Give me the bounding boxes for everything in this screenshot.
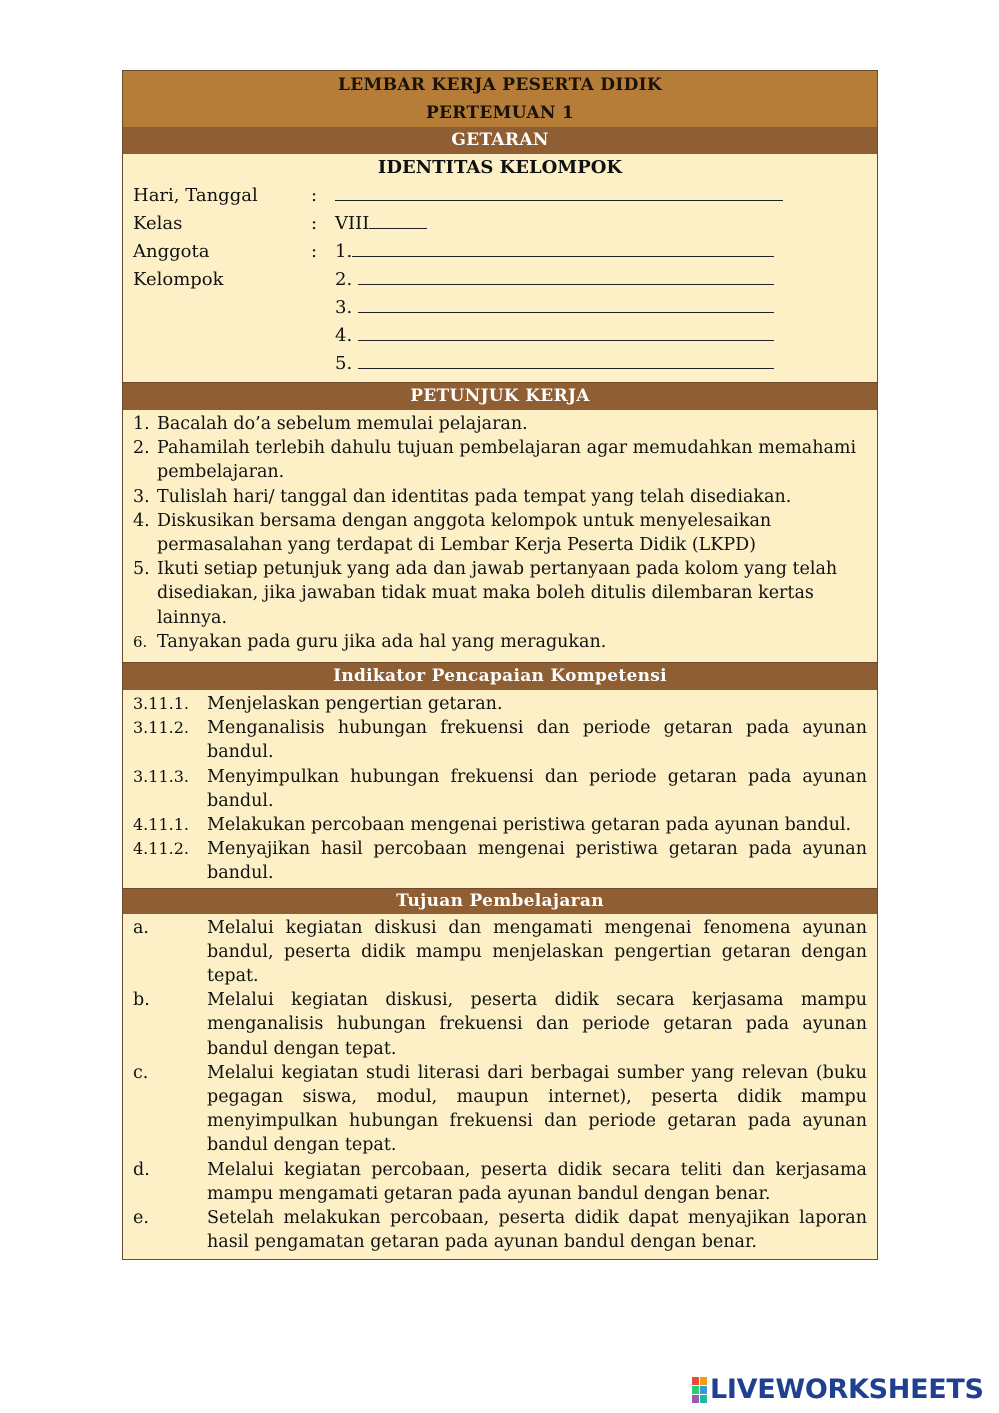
date-label: Hari, Tanggal [133,185,258,206]
indicator-text: Menjelaskan pengertian getaran. [207,694,503,715]
colon [311,266,335,294]
item-text: Pahamilah terlebih dahulu tujuan pembelajaran agar memudahkan memahami pembelajaran. [157,438,857,483]
member-2-input-line[interactable] [358,266,774,285]
item-number: 6. [133,632,148,651]
member-number: 5. [335,353,358,374]
identity-row-member-5 [123,350,877,378]
item-number: 4. [133,510,150,531]
objective-text: Melalui kegiatan diskusi, peserta didik secara kerjasama mampu menganalisis hubungan frekuensi dan periode getaran pada ayunan bandul dengan tepat. [207,990,867,1059]
empty-label [133,350,311,378]
indicator-text: Menganalisis hubungan frekuensi dan periode getaran pada ayunan bandul. [207,718,867,763]
colon: : [311,185,318,206]
logo-square [700,1386,707,1394]
indicator-code: 4.11.1. [133,815,189,835]
indicator-row [133,716,867,764]
identity-row-class [123,210,877,238]
identity-row-member-1 [123,238,877,266]
date-input-line[interactable] [335,182,783,201]
objective-letter: e. [133,1208,149,1229]
instructions-header: PETUNJUK KERJA [123,382,877,410]
objective-text: Melalui kegiatan percobaan, peserta didik secara teliti dan kerjasama mampu mengamati getaran pada ayunan bandul dengan benar. [207,1159,867,1204]
objective-letter: c. [133,1062,149,1083]
list-item [133,630,867,654]
objective-letter: a. [133,917,149,938]
member-3-input-line[interactable] [358,294,774,313]
colon: : [311,213,318,234]
indicator-code: 3.11.1. [133,694,189,714]
identity-row-date [123,182,877,210]
objectives-header: Tujuan Pembelajaran [123,888,877,914]
group-identity-section [123,154,877,382]
indicator-text: Menyimpulkan hubungan frekuensi dan periode getaran pada ayunan bandul. [207,766,867,811]
indicator-code: 3.11.2. [133,718,189,738]
logo-square [692,1386,699,1394]
instructions-section [123,410,877,662]
instructions-list [133,412,867,654]
item-text: Tulislah hari/ tanggal dan identitas pada tempat yang telah disediakan. [157,486,792,507]
objective-row [133,1158,867,1206]
member-5-input-line[interactable] [358,350,774,369]
list-item [133,509,867,557]
class-label: Kelas [133,213,183,234]
item-number: 1. [133,414,150,434]
indicator-text: Menyajikan hasil percobaan mengenai peristiwa getaran pada ayunan bandul. [207,839,867,884]
list-item [133,485,867,509]
objectives-section [123,914,877,1259]
identity-row-member-4 [123,322,877,350]
objective-row [133,916,867,989]
item-number: 5. [133,559,150,580]
objective-letter: d. [133,1159,150,1180]
identity-row-member-2 [123,266,877,294]
member-number: 4. [335,325,358,346]
objective-row [133,1206,867,1254]
empty-label [133,294,311,322]
indicator-code: 3.11.3. [133,766,189,786]
objective-text: Setelah melakukan percobaan, peserta didik dapat menyajikan laporan hasil pengamatan getaran pada ayunan bandul dengan benar. [207,1208,867,1253]
meeting-label: PERTEMUAN 1 [425,103,575,123]
logo-square [692,1395,699,1403]
list-item [133,436,867,484]
indicator-text: Melakukan percobaan mengenai peristiwa getaran pada ayunan bandul. [207,815,852,836]
objective-row [133,1061,867,1158]
group-label: Kelompok [133,269,224,290]
item-number: 2. [133,438,150,459]
indicator-row [133,813,867,837]
empty-colon [311,322,335,350]
objective-text: Melalui kegiatan diskusi dan mengamati mengenai fenomena ayunan bandul, peserta didik mampu menjelaskan pengertian getaran dengan tepat. [207,917,867,987]
item-text: Bacalah do’a sebelum memulai pelajaran. [157,414,528,434]
member-number: 1. [335,241,353,262]
empty-label [133,322,311,350]
worksheet [122,70,878,1260]
objective-text: Melalui kegiatan studi literasi dari berbagai sumber yang relevan (buku pegagan siswa, modul, maupun internet), peserta didik mampu menyimpulkan hubungan frekuensi dan periode getaran pada ayunan bandul dengan tepat. [207,1062,867,1156]
indicators-section [123,690,877,888]
empty-colon [311,294,335,322]
indicators-header: Indikator Pencapaian Kompetensi [123,662,877,690]
item-text: Ikuti setiap petunjuk yang ada dan jawab pertanyaan pada kolom yang telah disediakan, jika jawaban tidak muat maka boleh ditulis dilembaran kertas lainnya. [157,559,838,628]
members-label: Anggota [133,241,210,262]
list-item [133,557,867,630]
item-number: 3. [133,486,150,507]
logo-square [700,1395,707,1403]
empty-colon [311,350,335,378]
member-4-input-line[interactable] [358,322,774,341]
objective-row [133,988,867,1061]
class-input-line[interactable] [369,210,427,229]
indicator-row [133,692,867,716]
objective-letter: b. [133,990,150,1011]
class-prefix: VIII [335,213,370,234]
indicator-row [133,765,867,813]
liveworksheets-logo[interactable] [692,1374,984,1405]
logo-square [700,1377,707,1385]
logo-square [692,1377,699,1385]
worksheet-title: LEMBAR KERJA PESERTA DIDIK [338,75,662,95]
member-number: 2. [335,269,358,290]
item-text: Tanyakan pada guru jika ada hal yang meragukan. [157,631,607,652]
item-text: Diskusikan bersama dengan anggota kelompok untuk menyelesaikan permasalahan yang terdapat di Lembar Kerja Peserta Didik (LKPD) [157,510,772,556]
indicator-row [133,837,867,885]
identity-row-member-3 [123,294,877,322]
list-item [133,412,867,436]
group-identity-title: IDENTITAS KELOMPOK [377,157,623,178]
topic-header: GETARAN [123,127,877,154]
member-1-input-line[interactable] [352,238,774,257]
logo-mark-icon [692,1377,707,1403]
indicator-code: 4.11.2. [133,839,189,859]
logo-text: LIVEWORKSHEETS [710,1374,984,1405]
colon: : [311,241,318,262]
worksheet-title-band [123,71,877,127]
member-number: 3. [335,297,358,318]
